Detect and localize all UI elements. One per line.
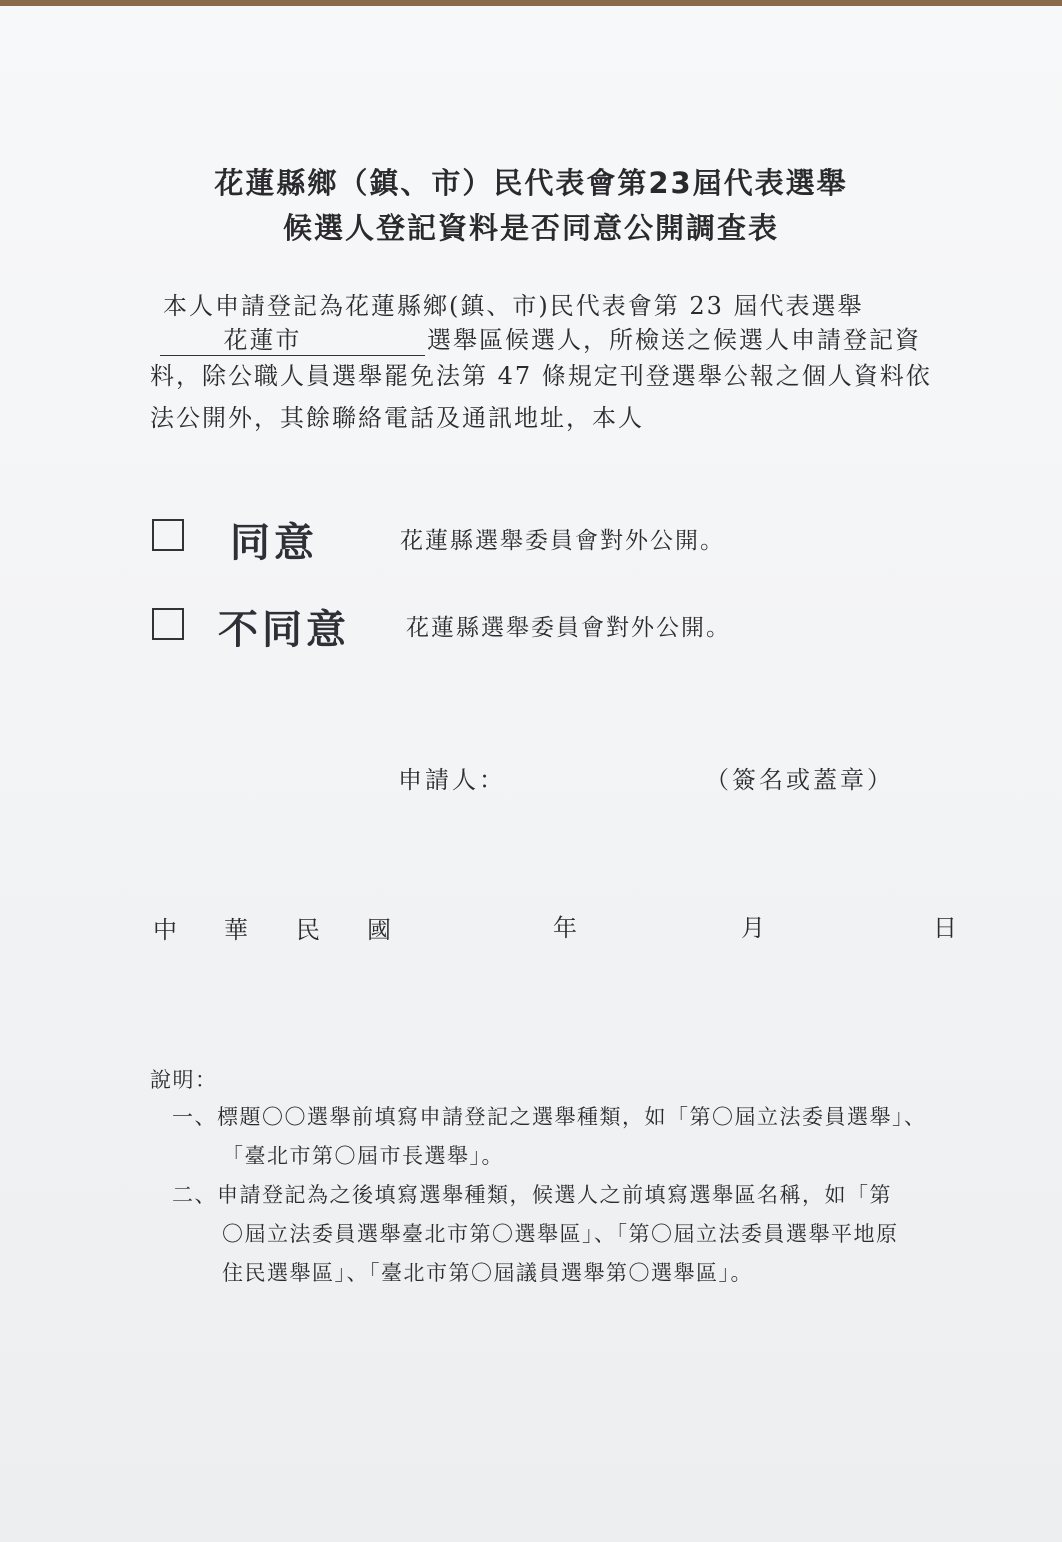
notes-heading: 說明： — [150, 1068, 218, 1092]
signature-hint: （簽名或蓋章） — [705, 766, 894, 794]
date-year-label: 年 — [553, 914, 577, 942]
agree-label: 同意 — [230, 520, 318, 566]
disagree-text: 花蓮縣選舉委員會對外公開。 — [406, 615, 731, 641]
agree-checkbox[interactable] — [152, 519, 184, 551]
signature-field[interactable] — [500, 754, 700, 794]
note-1-line-2: 「臺北市第〇屆市長選舉」。 — [222, 1144, 504, 1168]
title-line-2: 候選人登記資料是否同意公開調查表 — [282, 211, 779, 245]
note-2-line-2: 〇屆立法委員選舉臺北市第〇選舉區」、「第〇屆立法委員選舉平地原 — [222, 1222, 899, 1246]
statement-line-2-text: 選舉區候選人，所檢送之候選人申請登記資 — [427, 326, 921, 354]
date-char-min: 民 — [296, 916, 320, 944]
note-1-line-1: 一、標題〇〇選舉前填寫申請登記之選舉種類，如「第〇屆立法委員選舉」、 — [172, 1105, 927, 1129]
title-line-1: 花蓮縣鄉（鎮、市）民代表會第23屆代表選舉 — [214, 166, 848, 200]
date-month-label: 月 — [741, 914, 765, 942]
note-2-line-3: 住民選舉區」、「臺北市第〇屆議員選舉第〇選舉區」。 — [222, 1261, 753, 1285]
applicant-label: 申請人： — [398, 766, 506, 794]
statement-line-3: 料，除公職人員選舉罷免法第 47 條規定刊登選舉公報之個人資料依 — [150, 362, 932, 390]
district-value: 花蓮市 — [223, 326, 302, 354]
district-field[interactable] — [160, 320, 425, 356]
disagree-label: 不同意 — [218, 607, 350, 653]
statement-line-2 — [160, 320, 921, 356]
note-2-line-1: 二、申請登記為之後填寫選舉種類，候選人之前填寫選舉區名稱，如「第 — [172, 1183, 892, 1207]
date-char-hua: 華 — [224, 916, 248, 944]
statement-line-1: 本人申請登記為花蓮縣鄉(鎮、市)民代表會第 23 屆代表選舉 — [163, 292, 864, 320]
date-char-zhong: 中 — [153, 916, 177, 944]
disagree-checkbox[interactable] — [152, 608, 184, 640]
agree-text: 花蓮縣選舉委員會對外公開。 — [400, 528, 725, 554]
date-day-label: 日 — [933, 914, 957, 942]
statement-line-4: 法公開外，其餘聯絡電話及通訊地址，本人 — [150, 404, 644, 432]
date-char-guo: 國 — [367, 916, 391, 944]
